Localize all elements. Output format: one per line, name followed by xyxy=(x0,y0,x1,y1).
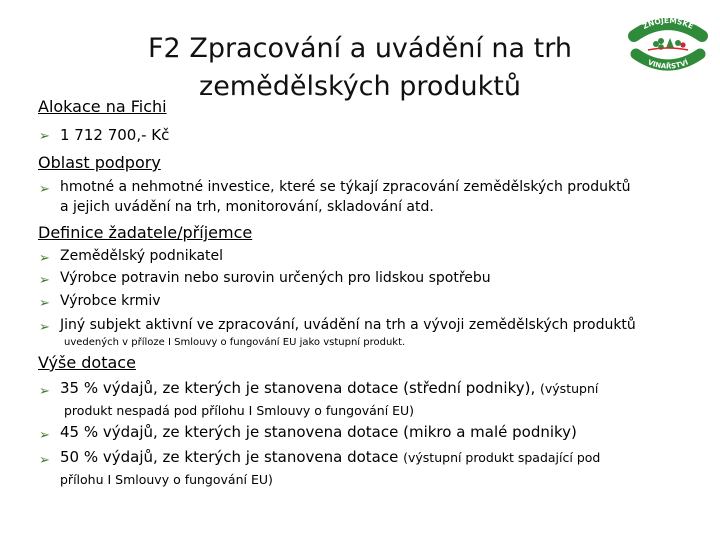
vyse-item-1-small: (výstupní xyxy=(540,381,599,396)
vyse-item-1-main: 35 % výdajů, ze kterých je stanovena dotace (střední podniky), xyxy=(60,379,536,397)
znojemske-vinarstvi-logo xyxy=(628,10,708,80)
definice-item: Výrobce krmiv xyxy=(60,293,161,309)
logo-top-text: ZNOJEMSKÉ xyxy=(641,15,695,31)
oblast-item-line-1: hmotné a nehmotné investice, které se týkají zpracování zemědělských produktů xyxy=(60,179,631,195)
vyse-item-3-main: 50 % výdajů, ze kterých je stanovena dotace xyxy=(60,448,399,466)
arrow-bullet-icon: ➢ xyxy=(39,273,50,288)
vyse-item-1-continuation: produkt nespadá pod přílohu I Smlouvy o fungování EU) xyxy=(64,403,415,418)
arrow-bullet-icon: ➢ xyxy=(39,320,50,335)
vyse-heading: Výše dotace xyxy=(38,353,136,372)
vyse-item-3-continuation: přílohu I Smlouvy o fungování EU) xyxy=(60,472,273,487)
grape-vine-icon xyxy=(648,37,688,50)
arrow-bullet-icon: ➢ xyxy=(39,296,50,311)
page-title xyxy=(110,30,610,106)
definice-note: uvedených v příloze I Smlouvy o fungování EU jako vstupní produkt. xyxy=(64,337,406,348)
vyse-item-2: 45 % výdajů, ze kterých je stanovena dotace (mikro a malé podniky) xyxy=(60,423,577,441)
logo-bottom-text: VINAŘSTVÍ xyxy=(646,58,690,71)
arrow-bullet-icon: ➢ xyxy=(39,453,50,468)
oblast-item-line-2: a jejich uvádění na trh, monitorování, skladování atd. xyxy=(60,199,434,215)
vyse-item-3 xyxy=(60,448,600,466)
definice-item: Výrobce potravin nebo surovin určených pro lidskou spotřebu xyxy=(60,270,491,286)
arrow-bullet-icon: ➢ xyxy=(39,384,50,399)
definice-item: Jiný subjekt aktivní ve zpracování, uvádění na trh a vývoji zemědělských produktů xyxy=(60,317,636,333)
title-line-2: zemědělských produktů xyxy=(199,71,521,102)
arrow-bullet-icon: ➢ xyxy=(39,428,50,443)
oblast-heading: Oblast podpory xyxy=(38,153,161,172)
arrow-bullet-icon: ➢ xyxy=(39,251,50,266)
definice-heading: Definice žadatele/příjemce xyxy=(38,223,253,242)
arrow-bullet-icon: ➢ xyxy=(39,129,50,144)
arrow-bullet-icon: ➢ xyxy=(39,182,50,197)
alokace-heading: Alokace na Fichi xyxy=(38,97,167,116)
alokace-value: 1 712 700,- Kč xyxy=(60,126,170,144)
definice-item: Zemědělský podnikatel xyxy=(60,248,224,264)
title-line-1: F2 Zpracování a uvádění na trh xyxy=(148,33,572,64)
vyse-item-1 xyxy=(60,379,598,397)
vyse-item-3-small: (výstupní produkt spadající pod xyxy=(403,450,601,465)
